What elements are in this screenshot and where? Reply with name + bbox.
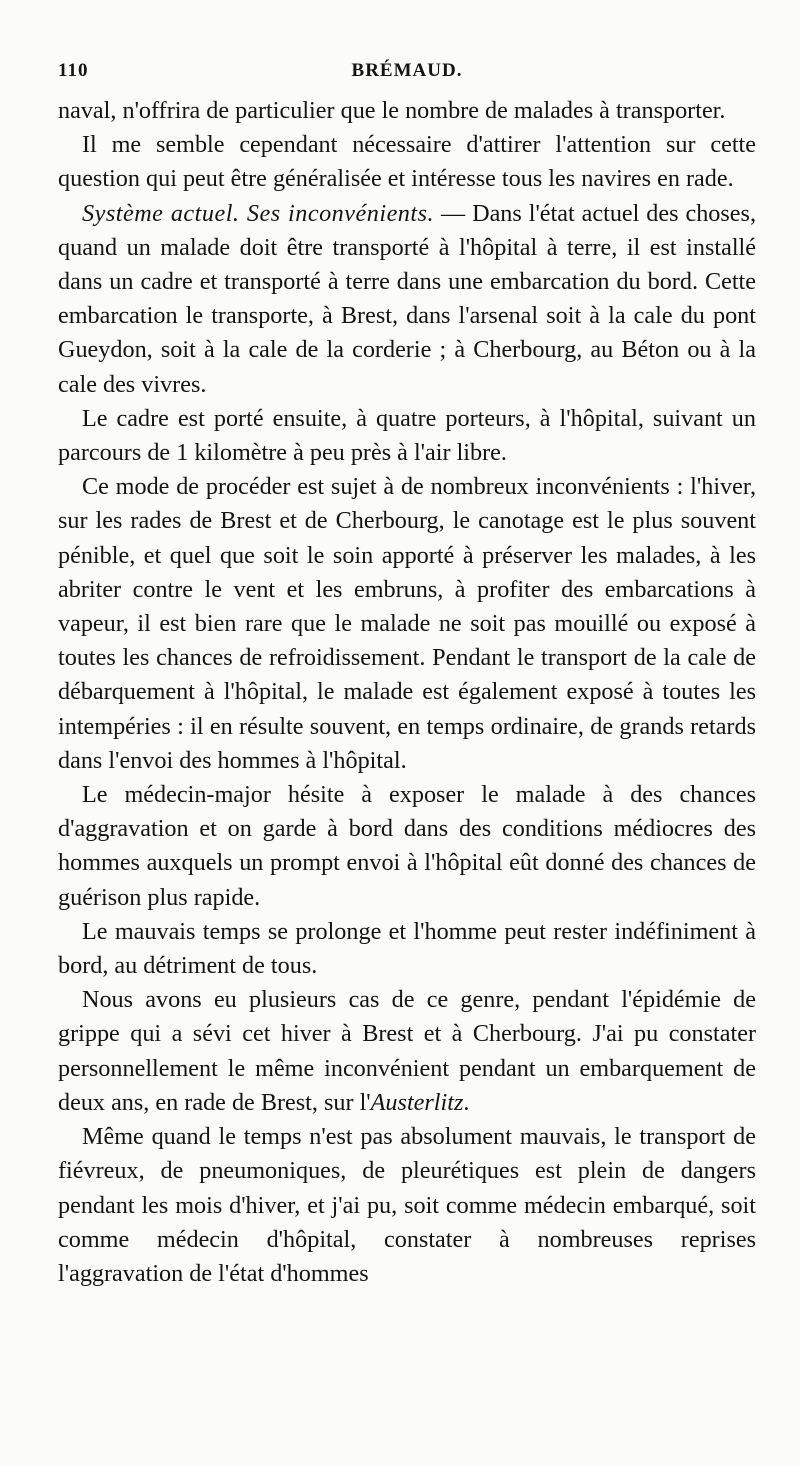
page-number: 110 xyxy=(58,60,89,81)
section-heading: Système actuel. Ses inconvénients. xyxy=(82,199,435,227)
paragraph-continuation: naval, n'offrira de particulier que le nombre de malades à transporter. xyxy=(58,97,726,124)
ship-name: Austerlitz xyxy=(370,1088,464,1116)
paragraph: Le cadre est porté ensuite, à quatre porteurs, à l'hôpital, suivant un parcours de 1 kilomètre à peu près à l'air libre. xyxy=(58,404,756,467)
paragraph: Ce mode de procéder est sujet à de nombreux inconvénients : l'hiver, sur les rades de Brest et de Cherbourg, le canotage est le plus souvent pénible, et quel que soit le soin apporté à préserver les malades, à les abriter contre le vent et les embruns, à profiter des embarcations à vapeur, il est bien rare que le malade ne soit pas mouillé ou exposé à toutes les chances de refroidissement. Pendant le transport de la cale de débarquement à l'hôpital, le malade est également exposé à toutes les intempéries : il en résulte souvent, en temps ordinaire, de grands retards dans l'envoi des hommes à l'hôpital. xyxy=(58,473,756,774)
paragraph: Même quand le temps n'est pas absolument mauvais, le transport de fiévreux, de pneumoniques, de pleurétiques est plein de dangers pendant les mois d'hiver, et j'ai pu, soit comme médecin embarqué, soit comme médecin d'hôpital, constater à nombreuses reprises l'aggravation de l'état d'hommes xyxy=(58,1123,756,1287)
paragraph: Nous avons eu plusieurs cas de ce genre, pendant l'épidémie de grippe qui a sévi cet hiver à Brest et à Cherbourg. J'ai pu constater personnellement le même inconvénient pendant un embarquement de deux ans, en rade de Brest, sur l'Austerlitz. xyxy=(58,986,756,1116)
page-header xyxy=(58,60,756,90)
paragraph: Il me semble cependant nécessaire d'attirer l'attention sur cette question qui peut être généralisée et intéresse tous les navires en rade. xyxy=(58,131,756,193)
paragraph-section-start: Système actuel. Ses inconvénients. — Dans l'état actuel des choses, quand un malade doit être transporté à l'hôpital à terre, il est installé dans un cadre et transporté à terre dans une embarcation du bord. Cette embarcation le transporte, à Brest, dans l'arsenal soit à la cale du pont Gueydon, soit à la cale de la corderie ; à Cherbourg, au Béton ou à la cale des vivres. xyxy=(58,199,756,398)
page-body xyxy=(58,94,756,1291)
running-title: BRÉMAUD. xyxy=(351,60,463,81)
paragraph: Le médecin-major hésite à exposer le malade à des chances d'aggravation et on garde à bord dans des conditions médiocres des hommes auxquels un prompt envoi à l'hôpital eût donné des chances de guérison plus rapide. xyxy=(58,781,756,911)
paragraph: Le mauvais temps se prolonge et l'homme peut rester indéfiniment à bord, au détriment de tous. xyxy=(58,917,756,980)
